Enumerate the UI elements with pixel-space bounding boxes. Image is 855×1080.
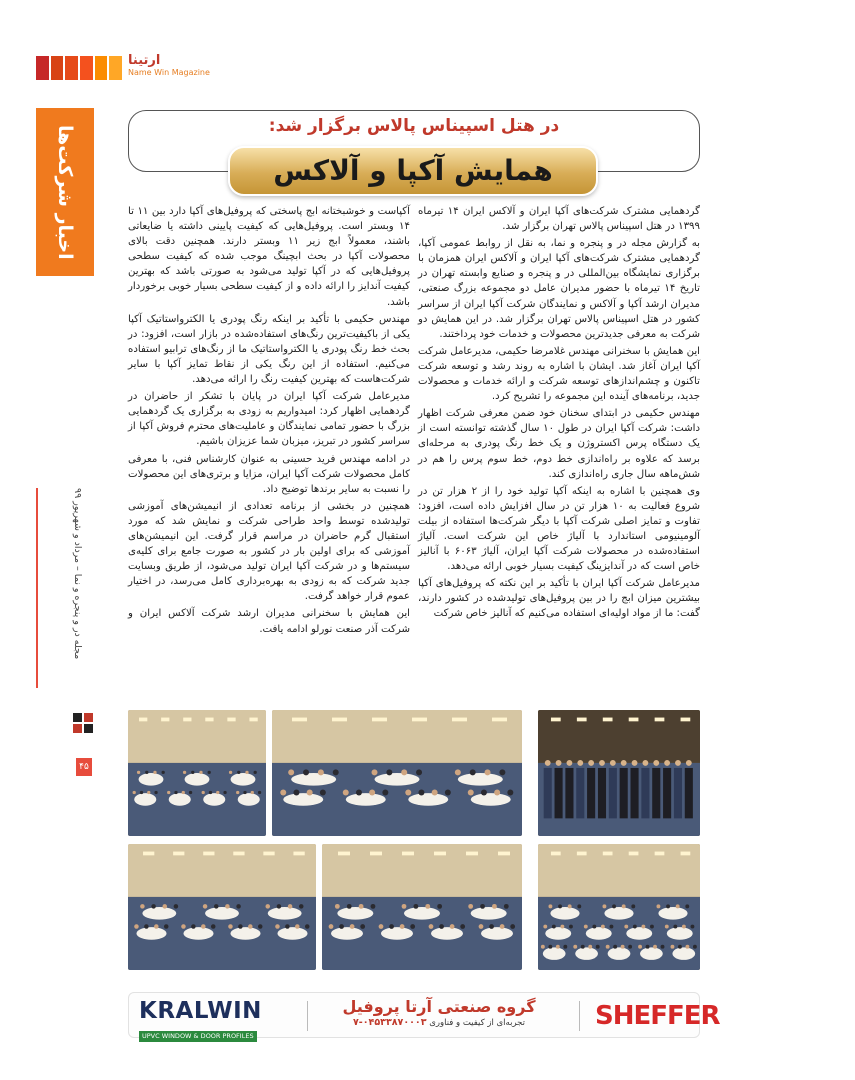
article-paragraph: وی همچنین با اشاره به اینکه آکپا تولید خود را از ۲ هزار تن در شروع فعالیت به ۱۰ هزار تن در سال افزایش داده است، افزود: تفاوت و تمایز اصلی شرکت آکپا با دیگر شرکت‌ها استفاده از بیلت آلومینیومی استاندارد با آلیاژ خاص این شرکت است. آلیاژ استفاده‌شده در محصولات شرکت آکپا ایران، آلیاژ ۶۰۶۳ با آنالیز خاص است که در آندایزینگ کیفیت بسیار خوبی ارائه می‌دهد. <box>418 485 700 573</box>
issue-info-text: مجله در و پنجره و نما – مرداد و شهریور ۹۹ <box>72 488 83 660</box>
arta-slogan: تجربه‌ای از کیفیت و فناوری <box>429 1018 526 1028</box>
arta-phone: ۰۴۵۳۳۸۷۰۰۰۳-۷ <box>352 1017 427 1028</box>
section-tab-label: اخبار شرکت‌ها <box>54 124 76 260</box>
article-paragraph: این همایش با سخنرانی مدیران ارشد شرکت آلاکس ایران و شرکت آذر صنعت نورلو ادامه یافت. <box>128 608 410 635</box>
photo-banquet-hall-wide <box>272 710 522 836</box>
header-stripe <box>65 56 78 80</box>
kralwin-logo <box>139 998 299 1040</box>
window-logo-icon <box>72 712 94 734</box>
article-paragraph: مهندس حکیمی با تأکید بر اینکه رنگ پودری یا الکترواستاتیک آکپا یکی از باکیفیت‌ترین رنگ‌های استفاده‌شده در بازار است، افزود: در بحث خط رنگ پودری یا الکترواستاتیک ما از رنگ‌های ترابیو استفاده می‌کنیم. استفاده از این رنگ یکی از نقاط تمایز آکپا با سایر شرکت‌هاست که بهترین کیفیت رنگ را ارائه می‌دهد. <box>128 313 410 386</box>
arta-group-name: گروه صنعتی آرتا پروفیل <box>342 997 536 1016</box>
article-paragraph: آکپاست و خوشبختانه ابج پاسختی که پروفیل‌های آکپا دارد بین ۱۱ تا ۱۴ وبستر است. پروفیل‌هایی که کیفیت پایینی داشته یا ضایعاتی باشند، معمولاً ابج زیر ۱۱ وبستر دارند. همچنین دقت بالای محصولات آکپا در بحث ابچینگ موجب شده که کیفیت سطحی پروفیل‌هایی که در آکپا تولید می‌شود به صورتی باشد که بهترین کیفیت آندایز را ارائه داده و از کیفیت سطحی بسیار خوبی برخوردار باشد. <box>128 206 410 308</box>
article-paragraph: این همایش با سخنرانی مهندس غلامرضا حکیمی، مدیرعامل شرکت آکپا ایران آغاز شد. ایشان با اشاره به روند رشد و توسعه شرکت تاکنون و چشم‌اندازهای توسعه شرکت و ارائه خدمات و محصولات جدید، برنامه‌های آینده این مجموعه را تشریح کرد. <box>418 345 700 403</box>
photo-banquet-hall-1 <box>128 710 266 836</box>
issue-info <box>72 488 90 708</box>
article-column-left <box>128 204 410 639</box>
photo-audience <box>538 844 700 970</box>
header-stripe <box>51 56 64 80</box>
section-tab <box>36 108 94 276</box>
header-stripe <box>109 56 122 80</box>
kralwin-tagline: UPVC WINDOW & DOOR PROFILES <box>139 1031 257 1042</box>
article-title: همایش آکپا و آلاکس <box>228 146 598 196</box>
photo-banquet-hall-2 <box>128 844 316 970</box>
header-stripe <box>95 56 108 80</box>
header-color-stripes <box>36 56 124 80</box>
kralwin-brand: KRALWIN <box>139 998 262 1024</box>
article-supertitle: در هتل اسپیناس پالاس برگزار شد: <box>268 116 560 136</box>
header-stripe <box>80 56 93 80</box>
magazine-logo[interactable] <box>128 54 228 80</box>
photo-banquet-hall-3 <box>322 844 522 970</box>
advertisement-banner[interactable] <box>128 992 720 1040</box>
article-paragraph: در ادامه مهندس فرید حسینی به عنوان کارشناس فنی، با معرفی کامل محصولات شرکت آکپا ایران، مزایا و برتری‌های این محصولات را نسبت به سایر برندها توضیح داد. <box>128 453 410 495</box>
arta-slogan-line <box>319 1017 559 1029</box>
photo-group-portrait <box>538 710 700 836</box>
article-paragraph: گردهمایی مشترک شرکت‌های آکپا ایران و آلاکس ایران ۱۴ تیرماه ۱۳۹۹ در هتل اسپیناس پالاس تهران برگزار شد. <box>418 206 700 233</box>
sheffer-logo: SHEFFER <box>595 1001 720 1031</box>
article-column-right <box>418 204 700 624</box>
article-paragraph: مهندس حکیمی در ابتدای سخنان خود ضمن معرفی شرکت اظهار داشت: شرکت آکپا ایران در طول ۱۰ سال گذشته توانسته است از یک دستگاه پرس اکستروژن و یک خط رنگ پودری به مرحله‌ای برسد که علاوه بر راه‌اندازی خط دوم، خط سوم پرس را هم در شش‌ماهه سال جاری راه‌اندازی کند. <box>418 408 701 480</box>
article-paragraph: به گزارش مجله در و پنجره و نما، به نقل از روابط عمومی آکپا، گردهمایی مشترک شرکت‌های آکپا ایران و آلاکس ایران همزمان با برگزاری نمایشگاه بین‌المللی در و پنجره و صنایع وابسته تهران در تاریخ ۱۴ تیرماه با حضور مدیران عامل دو مجموعه بزرگ صنعتی، مدیران ارشد آکپا و آلاکس و نمایندگان شرکت آکپا ایران از سراسر کشور در هتل اسپیناس پالاس تهران برگزار شد. در این همایش دو شرکت به معرفی جدیدترین محصولات و خدمات خود پرداختند. <box>418 238 700 340</box>
magazine-logo-subtitle: Name Win Magazine <box>128 68 210 77</box>
sidebar-divider <box>36 488 38 688</box>
page-number: ۴۵ <box>76 758 92 776</box>
ad-divider <box>307 1001 308 1031</box>
ad-divider <box>579 1001 580 1031</box>
magazine-logo-text: ارتینا <box>128 53 161 68</box>
article-paragraph: مدیرعامل شرکت آکپا ایران با تأکید بر این نکته که پروفیل‌های آکپا بیشترین میزان ابج را در بین پروفیل‌های تولیدشده در کشور دارند، گفت: ما از مواد اولیه‌ای استفاده می‌کنیم که آنالیز خاص شرکت <box>418 578 700 620</box>
article-paragraph: مدیرعامل شرکت آکپا ایران در پایان با تشکر از حاضران در گردهمایی اظهار کرد: امیدواریم به زودی به برگزاری یک گردهمایی بزرگ با حضور تمامی نمایندگان و عاملیت‌های محترم فروش آکپا از سراسر کشور در تبریز، میزبان شما عزیزان باشیم. <box>128 391 410 448</box>
arta-profile-block <box>319 997 559 1029</box>
article-paragraph: همچنین در بخشی از برنامه تعدادی از انیمیشن‌های آموزشی تولیدشده توسط واحد طراحی شرکت و نمایش شد که مورد استقبال گرم حاضران در مراسم قرار گرفت. این انیمیشن‌های آموزشی که برای اولین بار در کشور به صورت جامع برای کلیه‌ی سیستم‌ها و در شرکت آکپا ایران تولید می‌شود، از طریق وبسایت جدید شرکت که به زودی به بهره‌برداری کامل می‌رسد، در اختیار عموم قرار خواهد گرفت. <box>128 500 410 603</box>
header-stripe <box>36 56 49 80</box>
